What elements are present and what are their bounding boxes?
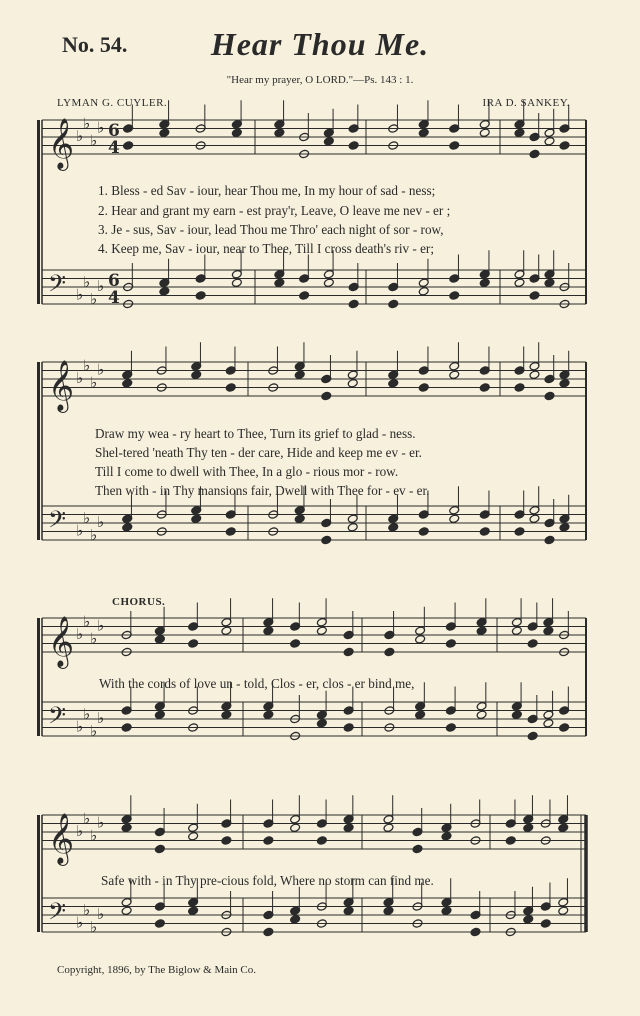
note-head xyxy=(415,710,426,720)
note-head xyxy=(514,527,525,537)
system-2-key-flat: ♭ xyxy=(97,515,105,531)
note-head xyxy=(290,914,301,924)
note-head xyxy=(449,291,460,301)
note-head xyxy=(479,383,490,393)
system-3-bass-clef: 𝄢 xyxy=(48,701,67,735)
note-head xyxy=(527,639,538,649)
note-head xyxy=(316,836,327,846)
system-4-key-flat: ♭ xyxy=(97,907,105,923)
chorus-label: CHORUS. xyxy=(112,596,166,608)
note-head xyxy=(441,831,452,841)
note-head xyxy=(543,626,554,636)
note-head xyxy=(121,906,132,916)
note-head xyxy=(544,278,555,288)
note-head xyxy=(188,831,199,841)
note-head xyxy=(347,522,358,532)
note-head xyxy=(383,823,394,833)
system-2-key-flat: ♭ xyxy=(90,375,98,392)
note-head xyxy=(348,141,359,151)
note-head xyxy=(479,128,490,138)
note-head xyxy=(445,639,456,649)
note-head xyxy=(418,286,429,296)
note-head xyxy=(323,136,334,146)
scripture-epigraph: "Hear my prayer, O LORD."—Ps. 143 : 1. xyxy=(226,74,414,86)
note-head xyxy=(263,626,274,636)
note-head xyxy=(191,370,202,380)
note-head xyxy=(290,639,301,649)
system-1-key-flat: ♭ xyxy=(76,129,84,145)
note-head xyxy=(449,514,460,524)
note-head xyxy=(388,299,399,309)
note-head xyxy=(316,718,327,728)
note-head xyxy=(316,626,327,636)
system-3-key-flat: ♭ xyxy=(76,719,84,736)
system-1-bass-clef: 𝄢 xyxy=(48,269,67,303)
note-head xyxy=(231,278,242,288)
time-signature-bottom-treble: 4 xyxy=(108,138,120,158)
note-head xyxy=(343,723,354,733)
note-head xyxy=(383,906,394,916)
hymn-number: No. 54. xyxy=(62,32,128,57)
verse-1-line-2: Draw my wea - ry heart to Thee, Turn its grief to glad - ness. xyxy=(95,426,416,441)
note-head xyxy=(514,278,525,288)
hymn-title: Hear Thou Me. xyxy=(210,26,430,62)
note-head xyxy=(159,286,170,296)
composer-credit: IRA D. SANKEY. xyxy=(482,97,570,109)
note-head xyxy=(445,723,456,733)
note-head xyxy=(122,522,133,532)
note-head xyxy=(544,535,555,545)
note-head xyxy=(225,383,236,393)
system-4-key-flat: ♭ xyxy=(90,919,98,936)
system-4-key-flat: ♭ xyxy=(76,915,84,932)
note-head xyxy=(544,391,555,401)
note-head xyxy=(122,378,133,388)
system-3-key-flat: ♭ xyxy=(76,627,84,643)
system-1-treble-clef: 𝄞 xyxy=(48,118,75,169)
note-head xyxy=(449,370,460,380)
system-3-key-flat: ♭ xyxy=(97,711,105,727)
note-head xyxy=(418,527,429,537)
note-head xyxy=(188,639,199,649)
note-head xyxy=(505,836,516,846)
system-2-key-flat: ♭ xyxy=(90,527,98,544)
note-head xyxy=(543,718,554,728)
system-4-key-flat: ♭ xyxy=(97,815,105,832)
system-2-key-flat: ♭ xyxy=(83,358,91,375)
note-head xyxy=(195,291,206,301)
system-2-key-flat: ♭ xyxy=(97,362,105,379)
system-2-treble-clef: 𝄞 xyxy=(48,360,75,411)
system-3-key-flat: ♭ xyxy=(83,614,91,631)
note-head xyxy=(559,723,570,733)
note-head xyxy=(384,647,395,657)
note-head xyxy=(263,710,274,720)
note-head xyxy=(529,514,540,524)
note-head xyxy=(188,906,199,916)
note-head xyxy=(159,128,170,138)
system-1-key-flat: ♭ xyxy=(76,287,84,304)
system-3-key-flat: ♭ xyxy=(97,618,105,635)
note-head xyxy=(348,299,359,309)
chorus-line-2: Safe with - in Thy pre-cious fold, Where no storm can find me. xyxy=(101,873,434,888)
verse-4-line-2: Then with - in Thy mansions fair, Dwell with Thee for - ev - er. xyxy=(95,483,430,498)
note-head xyxy=(274,278,285,288)
system-2-brace xyxy=(37,362,40,540)
note-head xyxy=(418,128,429,138)
note-head xyxy=(558,906,569,916)
note-head xyxy=(123,141,134,151)
note-head xyxy=(221,836,232,846)
system-2-key-flat: ♭ xyxy=(83,510,91,527)
system-1-key-flat: ♭ xyxy=(97,120,105,137)
verse-3-line: 3. Je - sus, Sav - iour, lead Thou me Thro' each night of sor - row, xyxy=(98,222,444,237)
system-1-key-flat: ♭ xyxy=(97,279,105,295)
system-4-treble-clef: 𝄞 xyxy=(48,813,75,864)
note-head xyxy=(221,710,232,720)
note-head xyxy=(343,906,354,916)
note-head xyxy=(343,823,354,833)
note-head xyxy=(514,128,525,138)
note-head xyxy=(321,391,332,401)
chorus-line-1: With the cords of love un - told, Clos - er, clos - er bind me, xyxy=(99,676,415,691)
system-2-key-flat: ♭ xyxy=(76,371,84,387)
system-3-key-flat: ♭ xyxy=(83,706,91,723)
system-3-treble-clef: 𝄞 xyxy=(48,616,75,667)
author-credit: LYMAN G. CUYLER. xyxy=(57,97,168,109)
note-head xyxy=(514,383,525,393)
note-head xyxy=(154,919,165,929)
system-4-key-flat: ♭ xyxy=(90,828,98,845)
note-head xyxy=(388,522,399,532)
note-head xyxy=(449,141,460,151)
note-head xyxy=(290,823,301,833)
note-head xyxy=(121,723,132,733)
note-head xyxy=(470,927,481,937)
note-head xyxy=(263,927,274,937)
system-1-key-flat: ♭ xyxy=(90,291,98,308)
note-head xyxy=(154,710,165,720)
note-head xyxy=(323,278,334,288)
note-head xyxy=(321,535,332,545)
system-3-key-flat: ♭ xyxy=(90,631,98,648)
verse-2-line-2: Shel-tered 'neath Thy ten - der care, Hide and keep me ev - er. xyxy=(95,445,422,460)
note-head xyxy=(294,370,305,380)
note-head xyxy=(388,378,399,388)
note-head xyxy=(511,710,522,720)
note-head xyxy=(540,919,551,929)
note-head xyxy=(441,906,452,916)
note-head xyxy=(529,149,540,159)
note-head xyxy=(529,370,540,380)
note-head xyxy=(415,634,426,644)
system-4-brace xyxy=(37,815,40,932)
system-1-key-flat: ♭ xyxy=(83,274,91,291)
note-head xyxy=(231,128,242,138)
note-head xyxy=(559,378,570,388)
note-head xyxy=(347,378,358,388)
verse-1-line: 1. Bless - ed Sav - iour, hear Thou me, In my hour of sad - ness; xyxy=(98,183,436,198)
note-head xyxy=(154,844,165,854)
system-4-bass-clef: 𝄢 xyxy=(48,897,67,931)
system-2-key-flat: ♭ xyxy=(76,523,84,540)
copyright-notice: Copyright, 1896, by The Biglow & Main Co. xyxy=(57,964,257,976)
system-4-key-flat: ♭ xyxy=(83,811,91,828)
verse-3-line-2: Till I come to dwell with Thee, In a glo - rious mor - row. xyxy=(95,464,399,479)
time-signature-bottom-bass: 4 xyxy=(108,288,120,308)
note-head xyxy=(263,836,274,846)
note-head xyxy=(299,291,310,301)
note-head xyxy=(191,514,202,524)
note-head xyxy=(544,136,555,146)
note-head xyxy=(221,626,232,636)
note-head xyxy=(476,710,487,720)
note-head xyxy=(529,291,540,301)
system-1-brace xyxy=(37,120,40,304)
note-head xyxy=(558,823,569,833)
note-head xyxy=(479,278,490,288)
note-head xyxy=(225,527,236,537)
note-head xyxy=(412,844,423,854)
verse-4-line: 4. Keep me, Sav - iour, near to Thee, Till I cross death's riv - er; xyxy=(98,241,434,256)
system-2-bass-clef: 𝄢 xyxy=(48,505,67,539)
system-3-brace xyxy=(37,618,40,736)
note-head xyxy=(527,731,538,741)
note-head xyxy=(343,647,354,657)
system-3-key-flat: ♭ xyxy=(90,723,98,740)
time-signature-top-bass: 6 xyxy=(108,271,120,291)
note-head xyxy=(476,626,487,636)
system-1-key-flat: ♭ xyxy=(83,116,91,133)
note-head xyxy=(274,128,285,138)
system-1-key-flat: ♭ xyxy=(90,133,98,150)
system-4-key-flat: ♭ xyxy=(83,902,91,919)
time-signature-top-treble: 6 xyxy=(108,121,120,141)
note-head xyxy=(479,527,490,537)
note-head xyxy=(523,823,534,833)
system-4-key-flat: ♭ xyxy=(76,824,84,840)
verse-2-line: 2. Hear and grant my earn - est pray'r, Leave, O leave me nev - er ; xyxy=(98,203,451,218)
note-head xyxy=(418,383,429,393)
note-head xyxy=(559,522,570,532)
note-head xyxy=(511,626,522,636)
note-head xyxy=(523,914,534,924)
note-head xyxy=(559,141,570,151)
note-head xyxy=(294,514,305,524)
note-head xyxy=(121,823,132,833)
note-head xyxy=(154,634,165,644)
